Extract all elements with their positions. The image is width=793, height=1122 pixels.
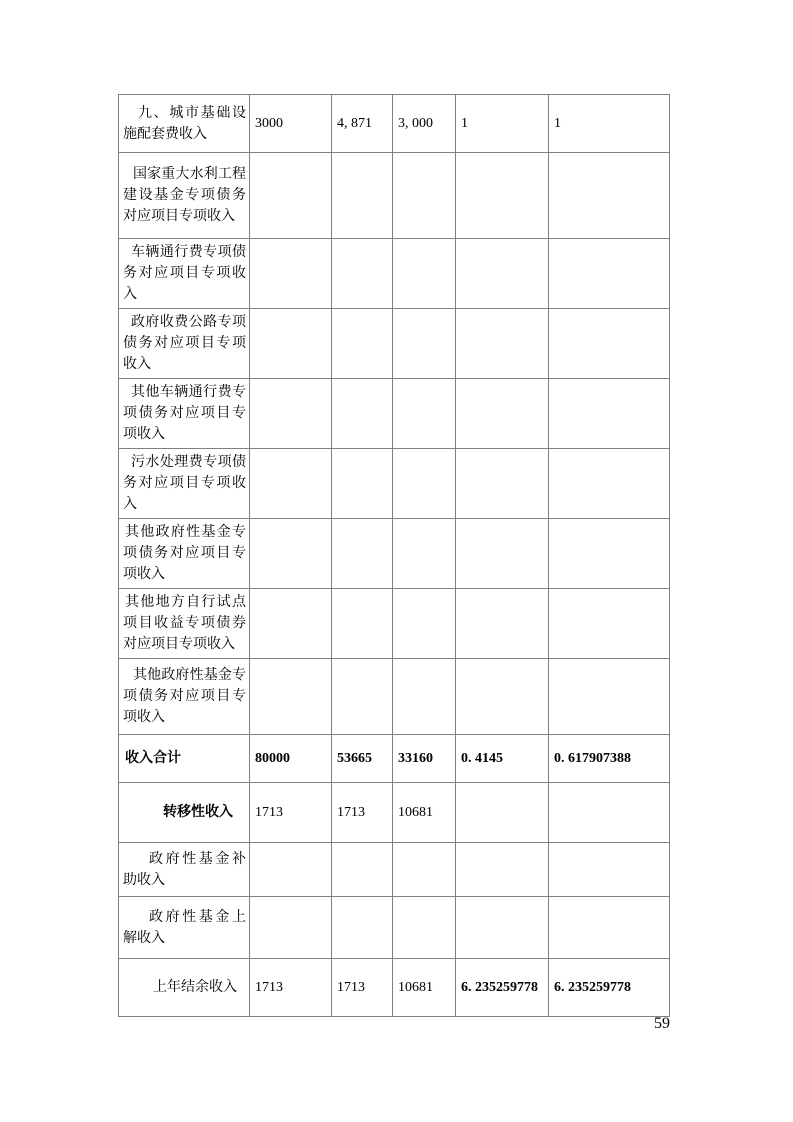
row-value-cell	[332, 379, 393, 449]
row-value-cell: 80000	[250, 735, 332, 783]
row-value-cell	[393, 309, 456, 379]
row-value-cell	[549, 309, 670, 379]
row-value-cell	[250, 309, 332, 379]
table-row	[119, 897, 670, 959]
table-row	[119, 379, 670, 449]
page-number: 59	[654, 1015, 670, 1032]
row-value-cell	[456, 589, 549, 659]
row-value-cell	[549, 239, 670, 309]
table-row	[119, 589, 670, 659]
row-value-cell	[549, 897, 670, 959]
table-row	[119, 735, 670, 783]
table-row	[119, 519, 670, 589]
row-label-cell: 政府性基金补助收入	[119, 843, 250, 897]
row-label-cell: 上年结余收入	[119, 959, 250, 1017]
table-row	[119, 153, 670, 239]
row-value-cell	[393, 897, 456, 959]
row-value-cell	[250, 379, 332, 449]
row-value-cell	[456, 897, 549, 959]
row-value-cell: 1713	[332, 959, 393, 1017]
row-value-cell	[332, 153, 393, 239]
row-value-cell: 6. 235259778	[549, 959, 670, 1017]
row-value-cell	[456, 449, 549, 519]
row-value-cell	[393, 519, 456, 589]
row-value-cell	[332, 659, 393, 735]
row-value-cell	[549, 589, 670, 659]
row-label-cell: 收入合计	[119, 735, 250, 783]
row-label-cell: 政府性基金上解收入	[119, 897, 250, 959]
row-value-cell: 0. 617907388	[549, 735, 670, 783]
row-value-cell	[549, 449, 670, 519]
row-value-cell: 0. 4145	[456, 735, 549, 783]
row-value-cell: 1	[549, 95, 670, 153]
row-value-cell	[456, 659, 549, 735]
row-value-cell	[549, 783, 670, 843]
row-value-cell	[332, 449, 393, 519]
row-value-cell	[393, 843, 456, 897]
row-value-cell	[332, 843, 393, 897]
row-value-cell	[250, 239, 332, 309]
row-value-cell	[250, 659, 332, 735]
row-label-cell: 转移性收入	[119, 783, 250, 843]
row-value-cell	[393, 379, 456, 449]
table-row	[119, 239, 670, 309]
row-label-cell: 车辆通行费专项债务对应项目专项收入	[119, 239, 250, 309]
row-value-cell: 1	[456, 95, 549, 153]
row-value-cell: 10681	[393, 959, 456, 1017]
row-value-cell	[456, 239, 549, 309]
row-value-cell	[393, 589, 456, 659]
row-value-cell	[456, 843, 549, 897]
row-value-cell: 3000	[250, 95, 332, 153]
row-value-cell	[456, 783, 549, 843]
row-value-cell	[332, 239, 393, 309]
row-value-cell: 53665	[332, 735, 393, 783]
row-label-cell: 其他政府性基金专项债务对应项目专项收入	[119, 659, 250, 735]
table-row	[119, 95, 670, 153]
row-value-cell	[456, 519, 549, 589]
row-label-cell: 其他车辆通行费专项债务对应项目专项收入	[119, 379, 250, 449]
table-row	[119, 959, 670, 1017]
table-row	[119, 783, 670, 843]
row-label-cell: 九、城市基础设施配套费收入	[119, 95, 250, 153]
row-value-cell	[250, 449, 332, 519]
table-row	[119, 843, 670, 897]
row-value-cell	[393, 449, 456, 519]
row-value-cell	[456, 153, 549, 239]
row-value-cell: 1713	[332, 783, 393, 843]
row-label-cell: 国家重大水利工程建设基金专项债务对应项目专项收入	[119, 153, 250, 239]
row-value-cell: 1713	[250, 959, 332, 1017]
row-value-cell: 6. 235259778	[456, 959, 549, 1017]
row-label-cell: 其他地方自行试点项目收益专项债券对应项目专项收入	[119, 589, 250, 659]
row-value-cell	[456, 379, 549, 449]
row-value-cell	[393, 659, 456, 735]
row-value-cell	[549, 519, 670, 589]
row-value-cell	[549, 659, 670, 735]
row-value-cell	[332, 309, 393, 379]
row-value-cell	[393, 153, 456, 239]
row-value-cell	[250, 153, 332, 239]
row-label-cell: 政府收费公路专项债务对应项目专项收入	[119, 309, 250, 379]
row-value-cell: 33160	[393, 735, 456, 783]
row-value-cell	[549, 379, 670, 449]
row-value-cell	[393, 239, 456, 309]
budget-income-table	[118, 94, 670, 1017]
row-value-cell	[332, 897, 393, 959]
row-value-cell	[549, 153, 670, 239]
row-label-cell: 污水处理费专项债务对应项目专项收入	[119, 449, 250, 519]
row-value-cell	[250, 589, 332, 659]
row-label-cell: 其他政府性基金专项债务对应项目专项收入	[119, 519, 250, 589]
row-value-cell: 10681	[393, 783, 456, 843]
row-value-cell: 3, 000	[393, 95, 456, 153]
table-row	[119, 309, 670, 379]
row-value-cell: 1713	[250, 783, 332, 843]
row-value-cell	[250, 843, 332, 897]
table-row	[119, 449, 670, 519]
row-value-cell	[456, 309, 549, 379]
row-value-cell: 4, 871	[332, 95, 393, 153]
row-value-cell	[250, 897, 332, 959]
row-value-cell	[332, 519, 393, 589]
row-value-cell	[332, 589, 393, 659]
row-value-cell	[549, 843, 670, 897]
table-row	[119, 659, 670, 735]
row-value-cell	[250, 519, 332, 589]
